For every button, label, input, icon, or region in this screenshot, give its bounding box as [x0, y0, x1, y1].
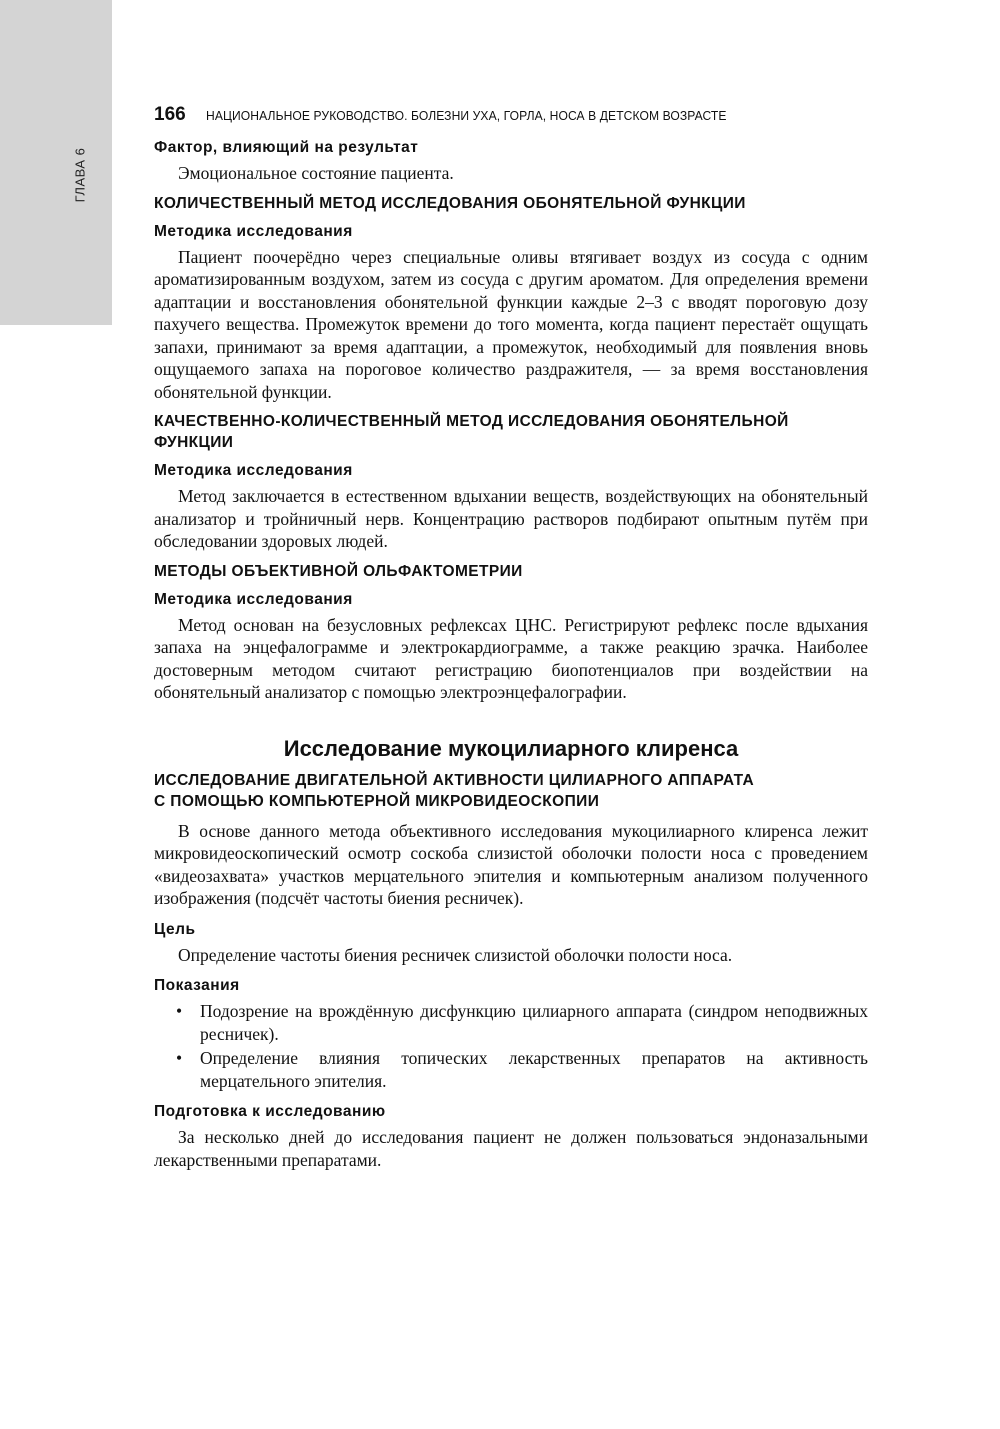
qualquant-method-heading: [154, 411, 868, 453]
qualquant-method-subheading: Методика исследования: [154, 462, 353, 479]
quant-method-subheading: Методика исследования: [154, 222, 353, 240]
indication-text: Подозрение на врождённую дисфункцию цилиарного аппарата (синдром неподвижных ресничек).: [200, 1001, 868, 1044]
bullet-icon: •: [176, 1048, 183, 1068]
quant-method-heading: КОЛИЧЕСТВЕННЫЙ МЕТОД ИССЛЕДОВАНИЯ ОБОНЯТЕЛЬНОЙ ФУНКЦИИ: [154, 194, 746, 212]
list-item: [154, 1047, 868, 1092]
microvideoscopy-heading-line2: С ПОМОЩЬЮ КОМПЬЮТЕРНОЙ МИКРОВИДЕОСКОПИИ: [154, 792, 600, 810]
objective-olfactometry-subheading: Методика исследования: [154, 590, 353, 608]
running-header: [154, 104, 868, 132]
microvideoscopy-intro: В основе данного метода объективного исследования мукоцилиарного клиренса лежит микровидеоскопический осмотр соскоба слизистой оболочки полости носа с проведением «видеозахвата» участков мерцательного эпителия и компьютерным анализом полученного изображения (подсчёт частоты биения ресничек).: [154, 820, 868, 908]
factor-text: Эмоциональное состояние пациента.: [178, 163, 454, 183]
page-number: 166: [154, 104, 186, 125]
quant-method-text: Пациент поочерёдно через специальные оливы втягивает воздух из сосуда с одним ароматизированным воздухом, затем из сосуда с другим ароматом. Для определения времени адаптации и восстановления обонятельной функции каждые 2–3 с вводят пороговую дозу пахучего вещества. Промежуток времени до того момента, когда пациент перестаёт ощущать запахи, принимают за время адаптации, а промежуток, необходимый для появления вновь ощущаемого запаха на пороговое количество раздражителя, — за время восстановления обонятельной функции.: [154, 246, 868, 402]
microvideoscopy-heading: [154, 770, 868, 812]
mucociliary-chapter-title: Исследование мукоцилиарного клиренса: [283, 735, 739, 761]
factor-heading: Фактор, влияющий на результат: [154, 139, 419, 156]
objective-olfactometry-heading: МЕТОДЫ ОБЪЕКТИВНОЙ ОЛЬФАКТОМЕТРИИ: [154, 562, 523, 580]
preparation-heading: Подготовка к исследованию: [154, 1103, 386, 1120]
qualquant-heading-line1: КАЧЕСТВЕННО-КОЛИЧЕСТВЕННЫЙ МЕТОД ИССЛЕДОВАНИЯ ОБОНЯТЕЛЬНОЙ: [154, 413, 789, 430]
qualquant-method-text: Метод заключается в естественном вдыхании веществ, воздействующих на обонятельный анализатор и тройничный нерв. Концентрацию растворов подбирают опытным путём при обследовании здоровых людей.: [154, 486, 868, 551]
indications-list: [154, 1000, 868, 1092]
chapter-side-tab: [0, 0, 112, 325]
chapter-side-tab-label: ГЛАВА 6: [72, 147, 88, 203]
preparation-text: За несколько дней до исследования пациент не должен пользоваться эндоназальными лекарственными препаратами.: [154, 1127, 868, 1170]
list-item: [154, 1000, 868, 1045]
goal-text: Определение частоты биения ресничек слизистой оболочки полости носа.: [178, 944, 733, 965]
objective-olfactometry-text: Метод основан на безусловных рефлексах ЦНС. Регистрируют рефлекс после вдыхания запаха на энцефалограмме и электрокардиограмме, а также реакцию зрачка. Наиболее достоверным методом считают регистрацию биопотенциалов при воздействии на обонятельный анализатор с помощью электроэнцефалографии.: [154, 614, 868, 702]
indication-text: Определение влияния топических лекарственных препаратов на активность мерцательного эпителия.: [200, 1048, 868, 1091]
page-content: [154, 104, 868, 1175]
indications-heading: Показания: [154, 977, 240, 994]
microvideoscopy-heading-line1: ИССЛЕДОВАНИЕ ДВИГАТЕЛЬНОЙ АКТИВНОСТИ ЦИЛИАРНОГО АППАРАТА: [154, 771, 755, 789]
running-title: НАЦИОНАЛЬНОЕ РУКОВОДСТВО. БОЛЕЗНИ УХА, ГОРЛА, НОСА В ДЕТСКОМ ВОЗРАСТЕ: [205, 108, 727, 123]
goal-heading: Цель: [154, 920, 196, 938]
bullet-icon: •: [176, 1001, 183, 1021]
qualquant-heading-line2: ФУНКЦИИ: [154, 434, 234, 451]
